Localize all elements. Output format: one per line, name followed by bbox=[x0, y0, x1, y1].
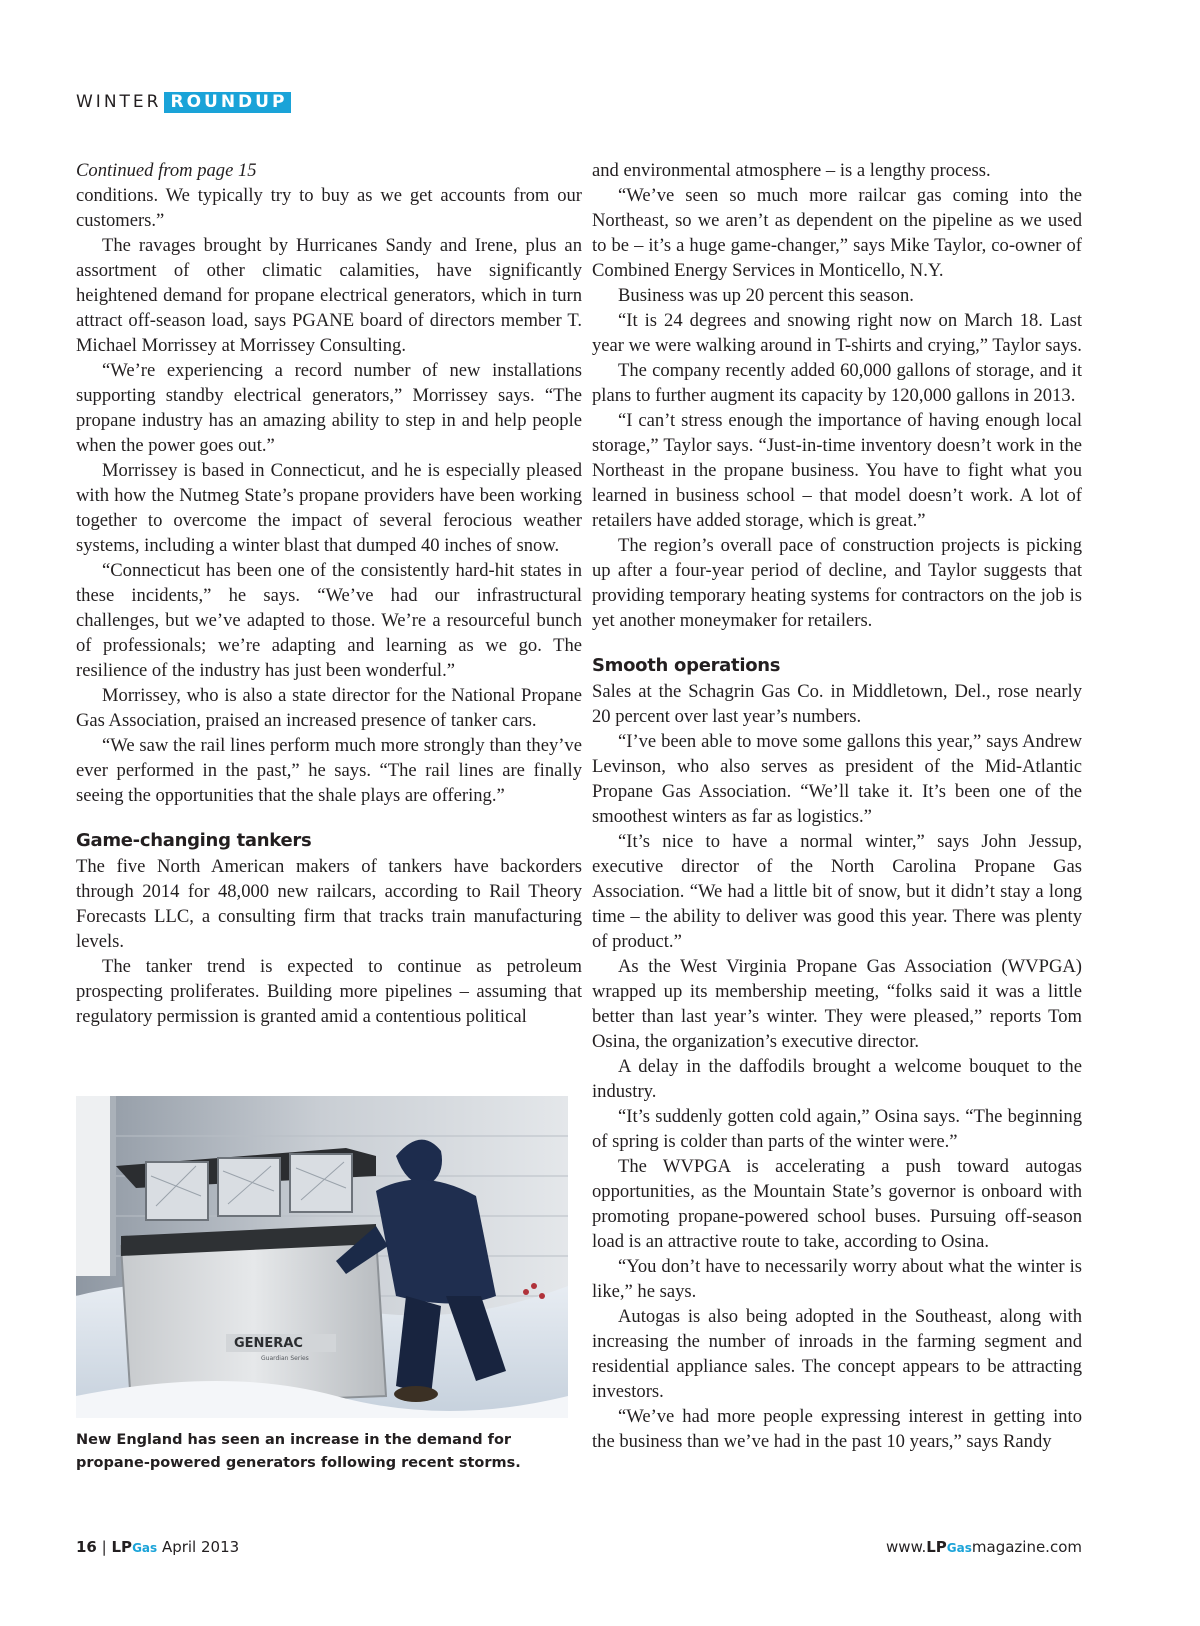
section-header-roundup: ROUNDUP bbox=[164, 92, 291, 113]
paragraph: “It’s nice to have a normal winter,” says John Jessup, executive director of the North Carolina Propane Gas Association. “We had a little bit of snow, but it didn’t stay a long time – the ability to deliver was good this year. There was plenty of product.” bbox=[592, 831, 1082, 952]
right-column bbox=[592, 158, 1082, 1454]
url-gas: Gas bbox=[946, 1541, 972, 1555]
paragraph: “We’ve seen so much more railcar gas coming into the Northeast, so we aren’t as dependent on the pipeline as we used to be – it’s a huge game-changer,” says Mike Taylor, co-owner of Combined Energy Services in Monticello, N.Y. bbox=[592, 185, 1082, 281]
paragraph: The region’s overall pace of construction projects is picking up after a four-year period of decline, and Taylor suggests that providing temporary heating systems for contractors on the job is yet another moneymaker for retailers. bbox=[592, 535, 1082, 631]
paragraph: “It’s suddenly gotten cold again,” Osina says. “The beginning of spring is colder than parts of the winter were.” bbox=[592, 1106, 1082, 1152]
paragraph: “I’ve been able to move some gallons this year,” says Andrew Levinson, who also serves as president of the Mid-Atlantic Propane Gas Association. “We’ll take it. It’s been one of the smoothest winters as far as logistics.” bbox=[592, 731, 1082, 827]
footer-left bbox=[76, 1538, 239, 1556]
paragraph: conditions. We typically try to buy as we get accounts from our customers.” bbox=[76, 185, 582, 231]
paragraph: and environmental atmosphere – is a lengthy process. bbox=[592, 160, 991, 181]
page-number: 16 bbox=[76, 1538, 97, 1556]
photo-caption: New England has seen an increase in the demand for propane-powered generators following recent storms. bbox=[76, 1432, 521, 1471]
photo-subbrand-text: Guardian Series bbox=[261, 1355, 309, 1362]
url-lp: LP bbox=[926, 1538, 947, 1556]
url-prefix: www. bbox=[886, 1538, 927, 1556]
paragraph: The company recently added 60,000 gallons of storage, and it plans to further augment its capacity by 120,000 gallons in 2013. bbox=[592, 360, 1082, 406]
paragraph: As the West Virginia Propane Gas Association (WVPGA) wrapped up its membership meeting, “folks said it was a little better than last year’s winter. They were pleased,” reports Tom Osina, the organization’s executive director. bbox=[592, 956, 1082, 1052]
paragraph: “Connecticut has been one of the consistently hard-hit states in these incidents,” he says. “We’ve had our infrastructural challenges, but we’ve adapted to those. We’re a resourceful bunch of professionals; we’re adapting and learning as we go. The resilience of the industry has just been wonderful.” bbox=[76, 560, 582, 681]
section-header-winter: WINTER bbox=[76, 92, 162, 112]
paragraph: “It is 24 degrees and snowing right now on March 18. Last year we were walking around in T-shirts and crying,” Taylor says. bbox=[592, 310, 1082, 356]
paragraph: Morrissey, who is also a state director for the National Propane Gas Association, praised an increased presence of tanker cars. bbox=[76, 685, 582, 731]
paragraph: “We’ve had more people expressing interest in getting into the business than we’ve had in the past 10 years,” says Randy bbox=[592, 1406, 1082, 1452]
footer-url[interactable] bbox=[886, 1538, 1082, 1556]
paragraph: Morrissey is based in Connecticut, and he is especially pleased with how the Nutmeg State’s propane providers have been working together to overcome the impact of several ferocious weather systems, including a winter blast that dumped 40 inches of snow. bbox=[76, 460, 582, 556]
subheading-game-changing-tankers: Game-changing tankers bbox=[76, 830, 312, 851]
paragraph: “We saw the rail lines perform much more strongly than they’ve ever performed in the past,” he says. “The rail lines are finally seeing the opportunities that the shale plays are offering.” bbox=[76, 735, 582, 806]
generator-photo bbox=[76, 1096, 568, 1418]
url-suffix: magazine.com bbox=[971, 1538, 1082, 1556]
generator-illustration bbox=[76, 1096, 568, 1418]
photo-brand-text: GENERAC bbox=[234, 1336, 303, 1351]
left-column bbox=[76, 158, 582, 1029]
paragraph: “You don’t have to necessarily worry about what the winter is like,” he says. bbox=[592, 1256, 1082, 1302]
paragraph: The ravages brought by Hurricanes Sandy and Irene, plus an assortment of other climatic calamities, have significantly heightened demand for propane electrical generators, which in turn attract off-season load, says PGANE board of directors member T. Michael Morrissey at Morrissey Consulting. bbox=[76, 235, 582, 356]
paragraph: Sales at the Schagrin Gas Co. in Middletown, Del., rose nearly 20 percent over last year’s numbers. bbox=[592, 681, 1082, 727]
magazine-name-gas: Gas bbox=[132, 1541, 158, 1555]
paragraph: “I can’t stress enough the importance of having enough local storage,” Taylor says. “Just-in-time inventory doesn’t work in the Northeast in the propane business. You have to fight what you learned in business school – that model doesn’t work. A lot of retailers have added storage, which is great.” bbox=[592, 410, 1082, 531]
paragraph: A delay in the daffodils brought a welcome bouquet to the industry. bbox=[592, 1056, 1082, 1102]
magazine-name-lp: LP bbox=[111, 1538, 133, 1556]
paragraph: “We’re experiencing a record number of new installations supporting standby electrical generators,” Morrissey says. “The propane industry has an amazing ability to step in and help people when the power goes out.” bbox=[76, 360, 582, 456]
subheading-smooth-operations: Smooth operations bbox=[592, 655, 781, 676]
paragraph: Autogas is also being adopted in the Southeast, along with increasing the number of inroads in the farming segment and residential appliance sales. The concept appears to be attracting investors. bbox=[592, 1306, 1082, 1402]
paragraph: The WVPGA is accelerating a push toward autogas opportunities, as the Mountain State’s governor is onboard with promoting propane-powered school buses. Pursuing off-season load is an attractive route to take, according to Osina. bbox=[592, 1156, 1082, 1252]
footer-separator: | bbox=[101, 1538, 107, 1556]
paragraph: Business was up 20 percent this season. bbox=[618, 285, 914, 306]
section-header bbox=[76, 90, 291, 114]
paragraph: The tanker trend is expected to continue as petroleum prospecting proliferates. Building more pipelines – assuming that regulatory permission is granted amid a contentious political bbox=[76, 956, 582, 1027]
issue-date: April 2013 bbox=[161, 1538, 240, 1556]
paragraph: The five North American makers of tankers have backorders through 2014 for 48,000 new railcars, according to Rail Theory Forecasts LLC, a consulting firm that tracks train manufacturing levels. bbox=[76, 856, 582, 952]
continued-note: Continued from page 15 bbox=[76, 160, 257, 181]
